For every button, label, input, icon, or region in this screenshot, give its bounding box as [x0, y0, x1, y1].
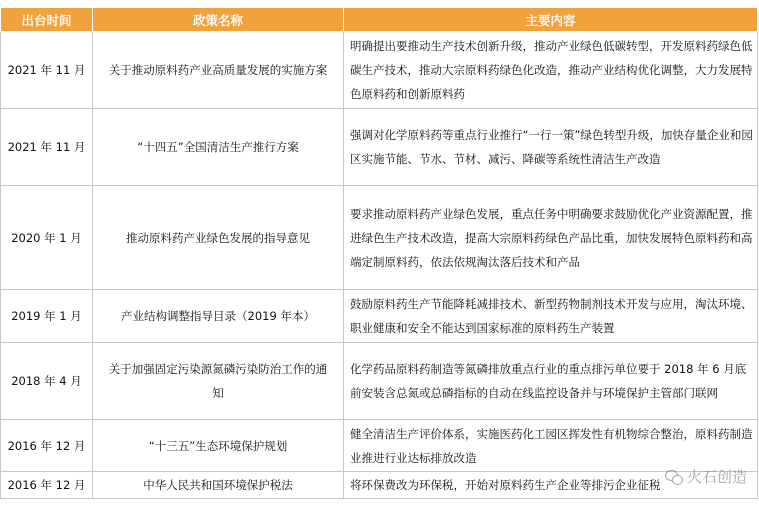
- row-policy-name: 产业结构调整指导目录（2019 年本）: [93, 290, 344, 343]
- row-content: 鼓励原料药生产节能降耗减排技术、新型药物制剂技术开发与应用，淘汰环境、职业健康和安全不能达到国家标准的原料药生产装置: [344, 290, 758, 343]
- table-row: [1, 420, 758, 472]
- table-row: [1, 186, 758, 290]
- row-content: 将环保费改为环保税，开始对原料药生产企业等排污企业征税: [344, 472, 758, 499]
- row-date: 2021 年 11 月: [1, 109, 93, 186]
- table-row: [1, 472, 758, 499]
- table-row: [1, 32, 758, 109]
- watermark: [665, 466, 747, 487]
- header-row: [1, 8, 758, 32]
- table-row: [1, 290, 758, 343]
- row-date: 2020 年 1 月: [1, 186, 93, 290]
- policy-table: [0, 7, 758, 499]
- row-date: 2016 年 12 月: [1, 472, 93, 499]
- row-date: 2018 年 4 月: [1, 343, 93, 420]
- table-row: [1, 343, 758, 420]
- table-row: [1, 109, 758, 186]
- header-main-content: 主要内容: [344, 8, 758, 32]
- row-policy-name: 关于推动原料药产业高质量发展的实施方案: [93, 32, 344, 109]
- watermark-text: 火石创造: [686, 468, 747, 486]
- row-policy-name: 推动原料药产业绿色发展的指导意见: [93, 186, 344, 290]
- row-content: 强调对化学原料药等重点行业推行“一行一策”绿色转型升级，加快存量企业和园区实施节能、节水、节材、减污、降碳等系统性清洁生产改造: [344, 109, 758, 186]
- row-policy-name: “十三五”生态环境保护规划: [93, 420, 344, 472]
- table-body: [1, 32, 758, 499]
- row-content: 健全清洁生产评价体系，实施医药化工园区挥发性有机物综合整治，原料药制造业推进行业达标排放改造: [344, 420, 758, 472]
- row-policy-name: 关于加强固定污染源氮磷污染防治工作的通知: [93, 343, 344, 420]
- row-policy-name: “十四五”全国清洁生产推行方案: [93, 109, 344, 186]
- row-date: 2021 年 11 月: [1, 32, 93, 109]
- row-content: 明确提出要推动生产技术创新升级，推动产业绿色低碳转型，开发原料药绿色低碳生产技术，推动大宗原料药绿色化改造，推动产业结构优化调整，大力发展特色原料药和创新原料药: [344, 32, 758, 109]
- row-date: 2019 年 1 月: [1, 290, 93, 343]
- wechat-icon: [665, 469, 683, 485]
- header-policy-name: 政策名称: [93, 8, 344, 32]
- row-policy-name: 中华人民共和国环境保护税法: [93, 472, 344, 499]
- header-date: 出台时间: [1, 8, 93, 32]
- row-content: 要求推动原料药产业绿色发展，重点任务中明确要求鼓励优化产业资源配置，推进绿色生产技术改造，提高大宗原料药绿色产品比重，加快发展特色原料药和高端定制原料药，依法依规淘汰落后技术和产品: [344, 186, 758, 290]
- row-date: 2016 年 12 月: [1, 420, 93, 472]
- table-header: [1, 8, 758, 32]
- row-content: 化学药品原料药制造等氮磷排放重点行业的重点排污单位要于 2018 年 6 月底前安装含总氮或总磷指标的自动在线监控设备并与环境保护主管部门联网: [344, 343, 758, 420]
